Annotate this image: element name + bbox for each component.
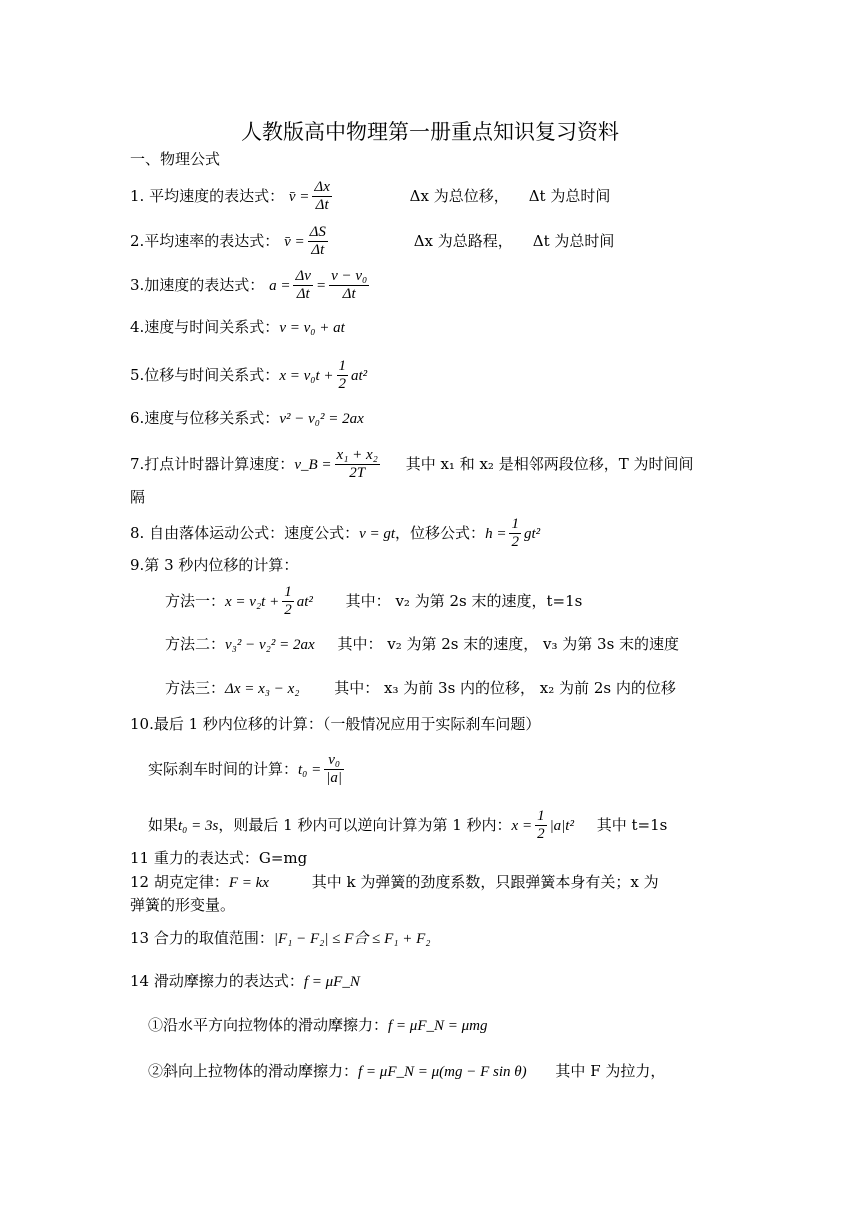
formula-1-numerator: Δx bbox=[312, 179, 331, 197]
document-title: 人教版高中物理第一册重点知识复习资料 bbox=[241, 120, 619, 144]
friction-case-1 bbox=[148, 1018, 488, 1034]
formula-8-velocity: v = gt bbox=[359, 525, 396, 542]
formula-4 bbox=[130, 320, 345, 336]
formula-8-fraction bbox=[509, 516, 521, 552]
method-1-rhs: at² bbox=[296, 593, 313, 610]
friction-case-2-expression: f = μF_N = μ(mg − F sin θ) bbox=[358, 1064, 527, 1080]
friction-case-2-label: ②斜向上拉物体的滑动摩擦力： bbox=[148, 1062, 359, 1080]
formula-2-numerator: ΔS bbox=[308, 224, 328, 242]
friction-case-1-label: ①沿水平方向拉物体的滑动摩擦力： bbox=[148, 1016, 389, 1034]
formula-7-continued: 隔 bbox=[130, 488, 146, 506]
formula-3-numerator-2: v − v₀ bbox=[329, 268, 369, 286]
formula-2-denominator: Δt bbox=[311, 242, 325, 259]
formula-1-denominator: Δt bbox=[315, 197, 329, 214]
formula-7 bbox=[130, 447, 693, 483]
formula-7-numerator: x₁ + x₂ bbox=[335, 447, 380, 465]
formula-8-lhs: h = bbox=[485, 525, 507, 542]
method-3-note: 其中： x₃ 为前 3s 内的位移， x₂ 为前 2s 内的位移 bbox=[334, 679, 676, 697]
formula-13 bbox=[130, 931, 431, 947]
if-line-note: 其中 t=1s bbox=[596, 815, 668, 834]
formula-7-lhs: v_B = bbox=[294, 456, 332, 473]
method-2 bbox=[165, 637, 679, 653]
method-1-label: 方法一： bbox=[165, 591, 226, 610]
formula-8-rhs: gt² bbox=[523, 525, 541, 542]
method-1-note: 其中： v₂ 为第 2s 末的速度，t=1s bbox=[345, 591, 583, 610]
formula-1-note2: Δt 为总时间 bbox=[528, 186, 611, 205]
formula-1-label: 1. 平均速度的表达式： bbox=[130, 186, 285, 205]
formula-2-lhs: v̄ = bbox=[284, 233, 305, 250]
method-1 bbox=[165, 584, 582, 620]
formula-2-fraction bbox=[308, 224, 328, 260]
formula-1-lhs: v̄ = bbox=[288, 188, 310, 205]
method-2-expression: v₃² − v₂² = 2ax bbox=[225, 637, 315, 653]
formula-8-numerator: 1 bbox=[509, 516, 521, 534]
brake-time-numerator: v₀ bbox=[324, 752, 344, 770]
formula-5-lhs: x = v₀t + bbox=[279, 367, 334, 384]
formula-4-expression: v = v₀ + at bbox=[279, 320, 345, 336]
if-line-time: t₀ = 3s bbox=[178, 817, 219, 834]
formula-14 bbox=[130, 974, 360, 990]
brake-time bbox=[148, 752, 347, 788]
formula-3-label: 3.加速度的表达式： bbox=[130, 275, 265, 294]
method-3-label: 方法三： bbox=[165, 679, 226, 697]
if-line-lhs: x = bbox=[511, 817, 533, 834]
formula-4-label: 4.速度与时间关系式： bbox=[130, 318, 280, 336]
formula-3-fraction-1 bbox=[293, 268, 312, 304]
if-line-numerator: 1 bbox=[535, 808, 547, 826]
formula-9-heading: 9.第 3 秒内位移的计算： bbox=[130, 556, 299, 574]
method-2-label: 方法二： bbox=[165, 635, 226, 653]
method-1-denominator: 2 bbox=[284, 602, 292, 619]
formula-14-label: 14 滑动摩擦力的表达式： bbox=[130, 972, 304, 990]
formula-5-denominator: 2 bbox=[338, 376, 347, 393]
method-1-lhs: x = v₂t + bbox=[225, 593, 280, 610]
brake-time-lhs: t₀ = bbox=[298, 761, 322, 778]
formula-7-label: 7.打点计时器计算速度： bbox=[130, 454, 295, 473]
if-line-label: 如果 bbox=[148, 815, 179, 834]
formula-14-expression: f = μF_N bbox=[303, 974, 360, 990]
formula-3-denominator-1: Δt bbox=[296, 286, 310, 303]
formula-1-fraction bbox=[312, 179, 331, 215]
friction-case-2-note: 其中 F 为拉力， bbox=[555, 1062, 666, 1080]
formula-3 bbox=[130, 268, 372, 304]
formula-11: 11 重力的表达式：G=mg bbox=[130, 849, 308, 867]
formula-5-numerator: 1 bbox=[337, 358, 349, 376]
method-1-numerator: 1 bbox=[282, 584, 294, 602]
brake-time-label: 实际刹车时间的计算： bbox=[148, 759, 299, 778]
section-heading: 一、物理公式 bbox=[130, 150, 221, 168]
formula-1 bbox=[130, 179, 610, 215]
formula-3-fraction-2 bbox=[329, 268, 369, 304]
formula-5 bbox=[130, 358, 367, 394]
method-1-fraction bbox=[282, 584, 294, 620]
if-line-middle-text: ，则最后 1 秒内可以逆向计算为第 1 秒内： bbox=[218, 815, 512, 834]
formula-12 bbox=[130, 875, 659, 891]
formula-2-note2: Δt 为总时间 bbox=[532, 231, 615, 250]
formula-6-expression: v² − v₀² = 2ax bbox=[279, 411, 364, 427]
formula-12-note: 其中 k 为弹簧的劲度系数，只跟弹簧本身有关；x 为 bbox=[311, 873, 659, 891]
formula-3-numerator-1: Δv bbox=[293, 268, 312, 286]
formula-7-fraction bbox=[335, 447, 380, 483]
formula-7-note: 其中 x₁ 和 x₂ 是相邻两段位移，T 为时间间 bbox=[405, 454, 694, 473]
formula-8-label: 8. 自由落体运动公式：速度公式： bbox=[130, 523, 360, 542]
formula-12-continued: 弹簧的形变量。 bbox=[130, 896, 236, 914]
formula-2 bbox=[130, 224, 614, 260]
formula-2-label: 2.平均速率的表达式： bbox=[130, 231, 280, 250]
brake-time-fraction bbox=[324, 752, 344, 788]
method-3 bbox=[165, 681, 676, 697]
formula-8-middle-text: ，位移公式： bbox=[395, 523, 486, 542]
formula-5-fraction bbox=[337, 358, 349, 394]
if-line-rhs: |a|t² bbox=[549, 817, 574, 834]
formula-1-note1: Δx 为总位移， bbox=[409, 186, 509, 205]
formula-3-lhs: a = bbox=[269, 277, 291, 294]
formula-8-denominator: 2 bbox=[511, 534, 519, 551]
formula-12-label: 12 胡克定律： bbox=[130, 873, 229, 891]
brake-time-denominator: |a| bbox=[326, 770, 343, 787]
formula-2-note1: Δx 为总路程， bbox=[413, 231, 513, 250]
formula-3-denominator-2: Δt bbox=[342, 286, 356, 303]
formula-13-expression: |F₁ − F₂| ≤ F合 ≤ F₁ + F₂ bbox=[273, 931, 431, 947]
formula-6-label: 6.速度与位移关系式： bbox=[130, 409, 280, 427]
formula-10-heading: 10.最后 1 秒内位移的计算：（一般情况应用于实际刹车问题） bbox=[130, 715, 541, 733]
if-line-denominator: 2 bbox=[537, 826, 545, 843]
formula-5-rhs: at² bbox=[351, 367, 368, 384]
formula-8 bbox=[130, 516, 540, 552]
if-line bbox=[148, 808, 667, 844]
friction-case-2 bbox=[148, 1064, 665, 1080]
formula-13-label: 13 合力的取值范围： bbox=[130, 929, 274, 947]
method-3-expression: Δx = x₃ − x₂ bbox=[225, 681, 300, 697]
formula-3-equals: = bbox=[315, 277, 327, 294]
friction-case-1-expression: f = μF_N = μmg bbox=[388, 1018, 488, 1034]
formula-12-expression: F = kx bbox=[228, 875, 269, 891]
formula-5-label: 5.位移与时间关系式： bbox=[130, 365, 280, 384]
formula-7-denominator: 2T bbox=[349, 465, 366, 482]
if-line-fraction bbox=[535, 808, 547, 844]
formula-6 bbox=[130, 411, 364, 427]
method-2-note: 其中： v₂ 为第 2s 末的速度， v₃ 为第 3s 末的速度 bbox=[337, 635, 680, 653]
